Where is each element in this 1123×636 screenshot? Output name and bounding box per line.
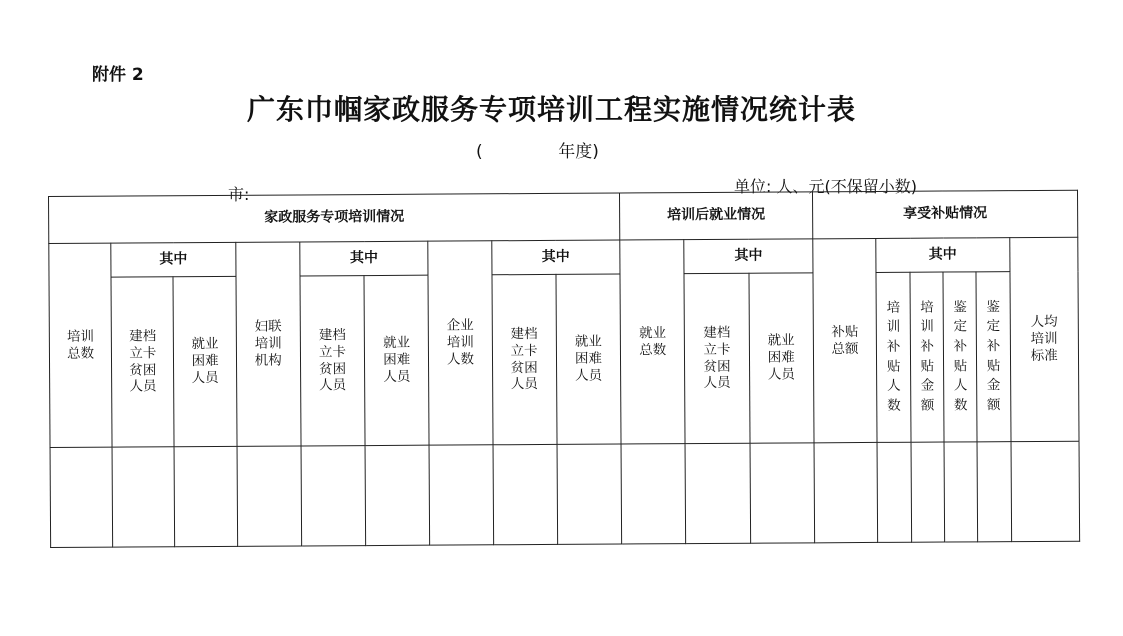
data-cell[interactable] <box>911 442 945 542</box>
data-cell[interactable] <box>429 445 493 545</box>
data-cell[interactable] <box>1011 441 1080 541</box>
subheader-qizhong-4: 其中 <box>684 239 813 274</box>
col-women-org: 妇联 培训 机构 <box>235 242 300 446</box>
statistics-table <box>48 190 1080 548</box>
col-emp-total: 就业 总数 <box>620 240 685 444</box>
year-line: ( 年度) <box>476 142 599 162</box>
city-label: 市: <box>228 185 250 204</box>
data-cell[interactable] <box>50 447 113 547</box>
col-per-capita: 人均 培训 标准 <box>1009 237 1079 441</box>
data-cell[interactable] <box>301 446 366 546</box>
col-enterprise: 企业 培训 人数 <box>428 241 492 445</box>
subheader-qizhong-2: 其中 <box>300 241 429 276</box>
col-women-poor: 建档 立卡 贫困 人员 <box>300 276 365 446</box>
data-cell[interactable] <box>237 446 302 546</box>
col-train-poor: 建档 立卡 贫困 人员 <box>111 277 174 447</box>
subheader-qizhong-5: 其中 <box>876 238 1010 273</box>
data-cell[interactable] <box>174 446 237 546</box>
unit-label: 单位: 人、元(不保留小数) <box>734 177 917 196</box>
subheader-qizhong-3: 其中 <box>491 240 620 275</box>
col-appraise-people: 鉴定补贴人数 <box>943 272 977 442</box>
data-cell[interactable] <box>944 442 978 542</box>
col-women-difficult: 就业 困难 人员 <box>364 275 429 445</box>
col-ent-difficult: 就业 困难 人员 <box>556 274 621 444</box>
statistics-table-wrap <box>48 190 1080 548</box>
col-ent-poor: 建档 立卡 贫困 人员 <box>492 274 557 444</box>
col-train-total: 培训 总数 <box>49 243 112 447</box>
col-emp-poor: 建档 立卡 贫困 人员 <box>684 273 749 443</box>
table-row-empty <box>50 441 1080 547</box>
group-header-employment: 培训后就业情况 <box>620 192 813 240</box>
page-title: 广东巾帼家政服务专项培训工程实施情况统计表 <box>246 93 856 126</box>
group-header-training: 家政服务专项培训情况 <box>49 193 620 243</box>
col-train-sub-people: 培训补贴人数 <box>876 272 911 442</box>
data-cell[interactable] <box>977 442 1011 542</box>
col-train-difficult: 就业 困难 人员 <box>173 276 236 446</box>
col-appraise-amount: 鉴定补贴金额 <box>976 272 1010 442</box>
col-emp-difficult: 就业 困难 人员 <box>749 273 814 443</box>
data-cell[interactable] <box>557 444 622 544</box>
data-cell[interactable] <box>685 443 750 543</box>
group-header-subsidy: 享受补贴情况 <box>812 190 1077 239</box>
subheader-qizhong-1: 其中 <box>111 242 236 277</box>
data-cell[interactable] <box>621 444 686 544</box>
data-cell[interactable] <box>877 442 912 542</box>
col-train-sub-amount: 培训补贴金额 <box>910 272 944 442</box>
data-cell[interactable] <box>112 447 175 547</box>
col-subsidy-total: 补贴 总额 <box>813 238 877 442</box>
data-cell[interactable] <box>365 445 430 545</box>
data-cell[interactable] <box>750 443 815 543</box>
data-cell[interactable] <box>493 444 558 544</box>
attachment-label: 附件 2 <box>92 65 144 85</box>
data-cell[interactable] <box>814 442 878 542</box>
